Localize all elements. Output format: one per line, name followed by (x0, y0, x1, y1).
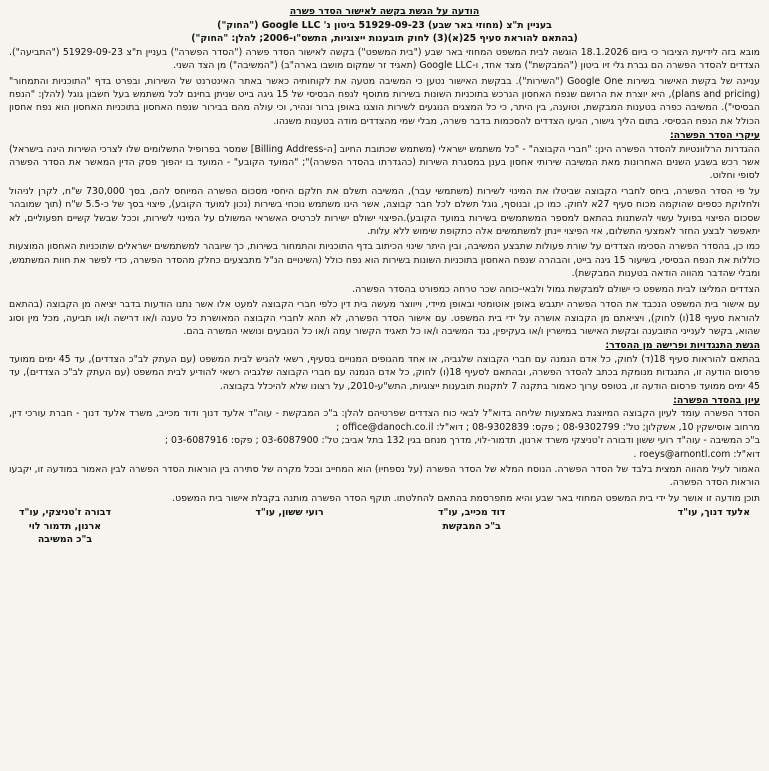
court-approval-paragraph: תוכן מודעה זו אושר על ידי בית המשפט המחוזי באר שבע והיא מתפרסמת בהתאם להחלטתו. תוקף הסדר הפשרה מותנה בקבלת אישור בית המשפט. (172, 492, 760, 504)
signature-danoch (678, 506, 750, 546)
plaintiff-counsel-paragraph: הסדר הפשרה עומד לעיון הקבוצה המיוצגת באמצעות שליחה בדוא"ל לבאי כוח הצדדים שפרטיהם להלן: ב"כ המבקשת - עוה"ד אלעד דנוך ודוד מכייב, משרד אלעד דנוך - חברת עורכי דין, מרחוב אוסישקין 10, אשקלון; טל': 08-9302799 ; פקס: 08-9302839 ; דוא"ל: office@danoch.co.il ; (9, 408, 760, 433)
notice-title: הודעה על הגשת בקשה לאישור הסדר פשרה (289, 6, 480, 17)
compensation-paragraph: על פי הסדר הפשרה, ביחס לחברי הקבוצה שביטלו את המינוי לשירות (משתמשי עבר), המשיבה תשלם את חלקם היחסי מסכום הפשרה המיוחס להם, בסך 730,000 ש"ח, לקרן לניהול ולחלוקת כספים שהוקמה מכוח סעיף 27א לחוק. כמו כן, ובנוסף, גוגל תשלם לכל חבר קבוצה, אשר הינו משתמש נוכחי בשירות (נכון למועד הקובע), פיצוי בסך של כ-5.5 ש"ח (תוך שמובהר שסכום הפיצוי בפועל עשוי להשתנות בהתאם למספר המשתמשים בשירות במועד הקובע).הפיצוי ישולם ישירות לכרטיס האשראי המשולם על המינוי לשירות, וככל שבשל קשיים תפעוליים, לא יתאפשר לבצע החזר לאמצעי התשלום, אזי הפיצוי יינתן למשתמשים אלה כתקופת שימוש ללא עלות. (9, 185, 760, 238)
defendant-counsel-paragraph: ב"כ המשיבה - עוה"ד רועי ששון ודבורה ז'טניצקי משרד ארנון, תדמור-לוי, מדרך מנחם בגין 132 בתל אביב; טל': 03-6087900 ; פקס: 03-6087916 ; (164, 435, 760, 447)
summary-disclaimer-paragraph: האמור לעיל מהווה תמצית בלבד של הסדר הפשרה. הנוסח המלא של הסדר הפשרה (על נספחיו) הוא המחייב ובכל מקרה של סתירה בין הוראות הסדר הפשרה לבין האמור במודעה זו, יקבעו הוראות הסדר הפשרה. (9, 463, 760, 489)
definitions-paragraph: ההגדרות הרלוונטיות להסדר הפשרה הינן: "חברי הקבוצה" - "כל משתמש ישראלי (משתמש שכתובת החיוב [ה-Billing Address] שמסר בפרופיל התשלומים שלו לצרכי השירות הינה בישראל) אשר רכש בשבע השנים האחרונות מאת המשיבה שירותי אחסון בענן במסגרת השירות (כהגדרתו בהסדר הפשרה)"; "המועד הקובע" - המועד בו יהפוך פסק הדין המאשר את הסדר הפשרה לסופי וחלוט. (9, 143, 760, 182)
res-judicata-paragraph: עם אישור בית המשפט הנכבד את הסדר הפשרה יתגבש באופן אוטומטי ובאופן מיידי, וייווצר מעשה בית דין כלפי חברי הקבוצה למעט אלו אשר נתנו הודעות בדבר יציאה מן הקבוצה (בהתאם להוראת סעיף 18(ו) לחוק), ויציאתם מן הקבוצה אושרה על ידי בית המשפט. עם אישור הסדר הפשרה, לא תהא לחברי הקבוצה המאושרת כל טענה ו/או דרישה ו/או תביעה, מכל מין וסוג שהוא, בקשר לענייני התובענה ובקשת האישור במישרין ו/או בעקיפין, נגד המשיבה ו/או כל תאגיד הקשור עמה ו/או כל הנובעים ונושאי המשרה בהם. (9, 299, 760, 337)
main-points-heading: עיקרי הסדר הפשרה: (669, 130, 760, 142)
case-title: בעניין ת"צ (מחוזי באר שבע) 51929-09-23 ביטון נ' Google LLC ("החוק") (217, 19, 552, 31)
signature-block (9, 506, 760, 546)
review-heading: עיון בהסדר הפשרה: (673, 394, 760, 406)
signature-mekayev (438, 506, 505, 546)
signature-sasson (255, 506, 323, 546)
notice-titles (9, 5, 760, 46)
signature-name: דוד מכייב, עו"ד (437, 507, 506, 519)
fees-paragraph: הצדדים המליצו לבית המשפט כי ישולם למבקשת גמול ולבאי-כוחה שכר טרחה כמפורט בהסדר הפשרה. (352, 283, 760, 295)
statute-reference: (בהתאם להוראת סעיף 25(א)(3) לחוק תובענות ייצוגיות, התשס"ו-2006; להלן: "החוק") (191, 33, 578, 45)
objections-paragraph: בהתאם להוראות סעיף 18(ד) לחוק, כל אדם הנמנה עם חברי הקבוצה שלגביה, או אחד מהגופים המנויים בסעיף, רשאי להגיש לבית המשפט (עם העתק לב"כ הצדדים), עד 45 ימים ממועד פרסום הודעה זו, התנגדות מנומקת בכתב להסדר הפשרה, ובהתאם לסעיף 18(ו) לחוק, כל אדם הנמנה עם חברי הקבוצה שלגביה רשאי להודיע לבית המשפט (עם העתק לב"כ הצדדים), עד 45 ימים ממועד פרסום הודעה זו, בטופס ערוך כאמור בתקנה 7 לתקנות תובענות ייצוגיות, התש"ע-2010, על רצונו שלא להיכלל בקבוצה. (9, 353, 760, 392)
intro-paragraph: מובא בזה לידיעת הציבור כי ביום 18.1.2026 הוגשה לבית המשפט המחוזי באר שבע ("בית המשפט") בקשה לאישור הסדר פשרה ("הסדר הפשרה") בעניין ת"צ 51929-09-23 ("התביעה"). הצדדים להסדר הפשרה הם גברת גלי זיו ביטון ("המבקשת") מצד אחד, ו-Google LLC (תאגיד זר שמקום מושבו בארה"ב) ("המשיבה") מן הצד השני. (9, 46, 760, 72)
objections-heading: הגשת התנגדויות ופרישה מן ההסדר: (605, 340, 760, 352)
signature-name: דבורה ז'טניצקי, עו"ד (19, 507, 111, 519)
signature-role: ב"כ המשיבה (37, 534, 93, 545)
signature-firm: ארנון, תדמור לוי (28, 520, 102, 532)
signature-zhetnitsky (19, 506, 111, 546)
signature-firm: ב"כ המבקשת (442, 520, 501, 532)
signature-name: רועי ששון, עו"ד (255, 507, 324, 519)
signature-name: אלעד דנוך, עו"ד (677, 507, 750, 519)
website-changes-paragraph: כמו כן, בהסדר הפשרה הסכימו הצדדים על שורת פעולות שתבצע המשיבה, ובין היתר שינוי הכיתוב בדף התוכניות והתמחור בשירות, כך שיובהר למשתמשים ישראלים שתוכניות האחסון המוצעות כוללות את הנפח הבסיסי, בשיעור 15 גיגה בייט, והבהרה שנפח האחסון בתוכניות השונות בשירות הוא נפח כולל (השינויים הנ"ל מתבצעים כחלק מהסדר הפשרה, כדי לפשר את חוות המשתמש, ומבלי שהדבר מהווה הודאה בטענות המבקשת). (9, 241, 760, 280)
claim-summary-paragraph: עניינה של בקשת האישור בשירות Google One ("השירות"). בבקשת האישור נטען כי המשיבה מטעה את לקוחותיה כאשר באתר האינטרנט של השירות, ובפרט בדף "התוכניות והתמחור" (plans and pricing), היא יוצרת את הרושם שנפח האחסון הנרכש בתוכניות השונות בשירות מתוסף לנפח הבסיסי של 15 גיגה בייט שניתן בחינם לכל משתמש בעל חשבון גוגל (להלן: "הנפח הבסיסי"). המשיבה כפרה בטענות המבקשת, וטוענה, בין היתר, כי כל המצגים הנוגעים לשירות הוצגו באופן ברור ונהיר, וכי עולה מהם בבירור שנפח האחסון בתוכניות האחסון הוא נפח אחסון הכולל את הנפח הבסיסי. בתום הליך גישור, הגיעו הצדדים להסכמות בדבר פשרה, מבלי שמי מהצדדים מודה בטענות משנהו. (9, 75, 760, 127)
defendant-email-line: דוא"ל: roeys@arnontl.com . (633, 448, 760, 460)
